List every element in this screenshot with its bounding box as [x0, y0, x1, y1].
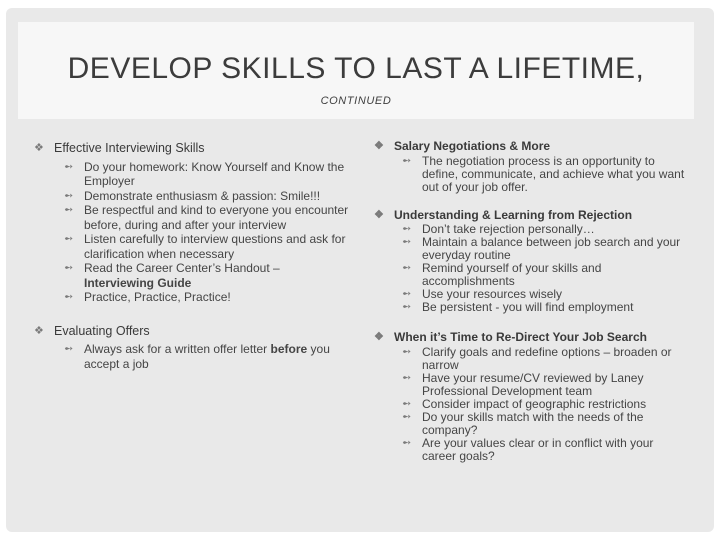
arrow-bullet-icon: ➻ — [64, 189, 74, 202]
bullet-salary-negotiations — [360, 139, 688, 154]
arrow-bullet-icon: ➻ — [402, 397, 412, 410]
diamond-bullet-icon: ❖ — [374, 140, 384, 152]
arrow-bullet-icon: ➻ — [64, 204, 74, 216]
arrow-bullet-icon: ➻ — [402, 288, 412, 300]
list-item-text: The negotiation process is an opportunity to define, communicate, and achieve what you want out of your job offer. — [422, 153, 685, 194]
list-item-text: Clarify goals and redefine options – broaden or narrow — [422, 344, 672, 372]
list-item-text: Demonstrate enthusiasm & passion: Smile!!! — [84, 188, 321, 203]
list-item — [360, 155, 688, 194]
list-item-text-tail: you accept a job — [84, 342, 330, 371]
list-item-text: Do your skills match with the needs of the company? — [422, 409, 644, 437]
slide-subtitle: CONTINUED — [320, 95, 392, 107]
arrow-bullet-icon: ➻ — [402, 345, 412, 358]
list-item-text: Remind yourself of your skills and accomplishments — [422, 261, 602, 288]
list-item-text: Be persistent - you will find employment — [422, 300, 634, 314]
arrow-bullet-icon: ➻ — [402, 371, 412, 384]
list-item — [360, 236, 688, 262]
arrow-bullet-icon: ➻ — [402, 436, 412, 449]
bullet-redirect-search — [360, 330, 688, 345]
handout-title: Interviewing Guide — [84, 275, 192, 290]
diamond-bullet-icon: ❖ — [34, 324, 44, 337]
list-item — [28, 232, 350, 261]
arrow-bullet-icon: ➻ — [402, 154, 412, 167]
arrow-bullet-icon: ➻ — [402, 236, 412, 248]
section-heading: Salary Negotiations & More — [394, 139, 551, 153]
section-heading: Effective Interviewing Skills — [54, 141, 205, 155]
list-item — [28, 203, 350, 232]
list-item-text: Do your homework: Know Yourself and Know the Employer — [84, 159, 345, 188]
list-item-text: Maintain a balance between job search and your everyday routine — [422, 235, 681, 262]
arrow-bullet-icon: ➻ — [64, 233, 74, 245]
list-item-text: Are your values clear or in conflict with your career goals? — [422, 435, 654, 463]
list-item — [28, 261, 350, 290]
left-column — [28, 141, 350, 371]
list-item — [360, 262, 688, 288]
list-item — [28, 160, 350, 189]
section-heading: Evaluating Offers — [54, 323, 150, 338]
bullet-effective-interviewing — [28, 141, 350, 156]
arrow-bullet-icon: ➻ — [64, 160, 74, 173]
list-item — [360, 346, 688, 372]
arrow-bullet-icon: ➻ — [64, 291, 74, 303]
list-item-text: Listen carefully to interview questions and ask for clarification when necessary — [84, 232, 346, 261]
list-item-text: Consider impact of geographic restrictions — [422, 396, 647, 411]
diamond-bullet-icon: ❖ — [34, 142, 44, 154]
list-item-text: Practice, Practice, Practice! — [84, 290, 231, 304]
list-item-text: Use your resources wisely — [422, 287, 563, 301]
list-item — [360, 372, 688, 398]
list-item-text: Have your resume/CV reviewed by Laney Professional Development team — [422, 370, 644, 398]
list-item — [360, 411, 688, 437]
right-column — [360, 139, 688, 463]
list-item — [28, 189, 350, 204]
bullet-evaluating-offers — [28, 324, 350, 339]
section-heading: When it’s Time to Re-Direct Your Job Search — [394, 330, 647, 344]
diamond-bullet-icon: ❖ — [374, 208, 384, 221]
list-item — [28, 290, 350, 305]
emphasis-before: before — [270, 342, 308, 356]
section-heading: Understanding & Learning from Rejection — [394, 207, 633, 222]
arrow-bullet-icon: ➻ — [64, 262, 74, 274]
arrow-bullet-icon: ➻ — [402, 301, 412, 313]
list-item-text: Read the Career Center’s Handout – — [84, 261, 280, 275]
arrow-bullet-icon: ➻ — [402, 262, 412, 274]
list-item — [360, 301, 688, 314]
list-item — [360, 437, 688, 463]
slide-title: DEVELOP SKILLS TO LAST A LIFETIME, — [67, 52, 645, 85]
bullet-rejection — [360, 208, 688, 223]
list-item-text: Don’t take rejection personally… — [422, 222, 595, 236]
arrow-bullet-icon: ➻ — [402, 410, 412, 423]
list-item — [28, 342, 350, 371]
arrow-bullet-icon: ➻ — [64, 343, 74, 355]
list-item-text: Be respectful and kind to everyone you encounter before, during and after your interview — [84, 203, 349, 232]
list-item-text: Always ask for a written offer letter — [84, 342, 268, 356]
diamond-bullet-icon: ❖ — [374, 331, 384, 343]
arrow-bullet-icon: ➻ — [402, 223, 412, 235]
